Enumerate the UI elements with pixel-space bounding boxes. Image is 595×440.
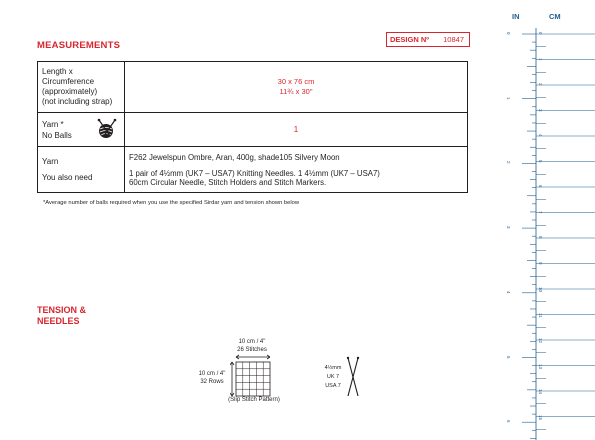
footnote: *Average number of balls required when you use the specified Sirdar yarn and tension shown below: [43, 200, 300, 206]
cm-tick-label: 4: [538, 134, 543, 137]
stitches-label: 26 Stitches: [237, 347, 267, 353]
needle-size-text: [318, 364, 348, 391]
cm-label: CM: [549, 12, 561, 21]
size-imperial: 11¾ x 30": [279, 87, 313, 96]
cm-tick-label: 1: [538, 57, 543, 61]
inch-label: IN: [512, 12, 520, 21]
yarn-description: F262 Jewelspun Ombre, Aran, 400g, shade105 Silvery Moon: [129, 152, 340, 162]
ruler-scale: [496, 0, 595, 440]
table-row: [38, 113, 468, 147]
height-label: 10 cm / 4": [198, 371, 226, 377]
label-line: Yarn: [42, 157, 59, 166]
inch-tick-label: 3: [506, 226, 511, 229]
tension-height-text: [192, 370, 232, 386]
inch-tick-label: 2: [506, 161, 511, 164]
inch-tick-label: 6: [506, 420, 511, 423]
yarn-value-cell: [125, 147, 468, 193]
size-metric: 30 x 76 cm: [277, 77, 315, 86]
needle-size: 4½mm: [324, 365, 342, 371]
yarn-label-cell: [38, 147, 125, 193]
yarn-balls-label-cell: [38, 113, 125, 147]
tension-heading: [37, 305, 86, 327]
size-label-cell: [38, 62, 125, 113]
measuring-ruler: [496, 0, 595, 440]
label-line: You also need: [42, 173, 93, 182]
cm-tick-label: 5: [538, 159, 543, 163]
label-line: Circumference: [42, 77, 95, 86]
measurements-table: [37, 61, 468, 193]
label-line: Yarn *: [42, 119, 64, 129]
cm-tick-label: 9: [538, 261, 543, 265]
inch-tick-label: 0: [506, 32, 511, 35]
inch-tick-label: 1: [506, 96, 511, 100]
cm-tick-label: 2: [538, 83, 543, 86]
cm-tick-label: 0: [538, 32, 543, 35]
design-number: 10847: [443, 35, 464, 44]
tension-pattern: (Slip Stitch Pattern): [228, 397, 280, 403]
knitting-needles-icon: [346, 356, 360, 398]
cm-tick-label: 15: [538, 414, 543, 420]
needle-usa: USA 7: [325, 383, 341, 389]
cm-tick-label: 6: [538, 185, 543, 188]
design-number-box: [386, 32, 470, 47]
cm-tick-label: 14: [538, 389, 543, 395]
cm-tick-label: 7: [538, 210, 543, 214]
tension-width-text: [222, 338, 282, 354]
label-line: (approximately): [42, 87, 98, 96]
measurements-heading: MEASUREMENTS: [37, 40, 121, 51]
balls-count: 1: [293, 125, 299, 134]
table-row: [38, 147, 468, 193]
requirements-line: 1 pair of 4½mm (UK7 – USA7) Knitting Needles. 1 4½mm (UK7 – USA7): [129, 168, 380, 178]
size-value-cell: [125, 62, 468, 113]
cm-tick-label: 10: [538, 287, 543, 293]
yarn-balls-value-cell: [125, 113, 468, 147]
inch-tick-label: 5: [506, 355, 511, 359]
tension-heading-line: TENSION &: [37, 305, 87, 315]
width-label: 10 cm / 4": [238, 339, 266, 345]
label-line: (not including strap): [42, 97, 113, 106]
table-row: [38, 62, 468, 113]
value-spacer: [129, 162, 463, 169]
needle-uk: UK 7: [326, 374, 340, 380]
yarn-ball-needles-icon: [96, 118, 118, 140]
cm-tick-label: 8: [538, 236, 543, 239]
label-line: No Balls: [42, 130, 72, 140]
label-line: Length x: [42, 67, 73, 76]
rows-label: 32 Rows: [200, 379, 224, 385]
design-label: DESIGN Nº: [390, 35, 429, 44]
cm-tick-label: 11: [538, 312, 543, 318]
cm-tick-label: 12: [538, 338, 543, 344]
cm-tick-label: 13: [538, 363, 543, 369]
requirements-line: 60cm Circular Needle, Stitch Holders and Stitch Markers.: [129, 177, 327, 187]
cm-tick-label: 3: [538, 108, 543, 112]
label-spacer: [42, 166, 120, 173]
tension-heading-line: NEEDLES: [37, 316, 80, 326]
tension-swatch-grid: [230, 354, 276, 400]
inch-tick-label: 4: [506, 290, 511, 294]
